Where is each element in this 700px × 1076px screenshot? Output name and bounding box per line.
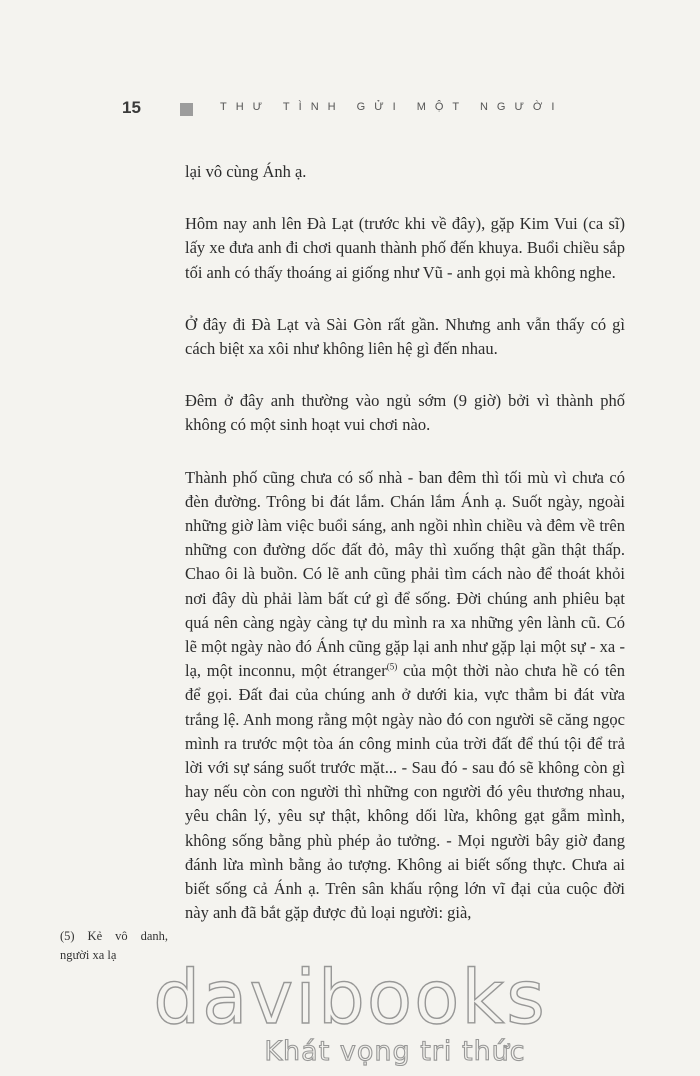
footnote-line-1: (5) Kẻ vô danh, [60, 929, 168, 943]
body-text [185, 160, 625, 925]
paragraph-4: Đêm ở đây anh thường vào ngủ sớm (9 giờ) bởi vì thành phố không có một sinh hoạt vui chơi nào. [185, 391, 625, 435]
page-number: 15 [122, 98, 141, 117]
footnote-line-2: người xa lạ [60, 948, 117, 962]
running-title: THƯ TÌNH GỬI MỘT NGƯỜI [220, 101, 564, 113]
watermark-tagline: Khát vọng tri thức [264, 1036, 526, 1067]
paragraph-5 [185, 466, 625, 926]
paragraph-2: Hôm nay anh lên Đà Lạt (trước khi về đây), gặp Kim Vui (ca sĩ) lấy xe đưa anh đi chơi quanh thành phố đến khuya. Buổi chiều sắp tối anh có thấy thoáng ai giống như Vũ - anh gọi mà không nghe. [185, 214, 625, 282]
paragraph-1: lại vô cùng Ánh ạ. [185, 162, 307, 181]
running-header [0, 96, 700, 126]
header-square-ornament [180, 103, 193, 116]
footnote-reference: (5) [386, 661, 398, 672]
paragraph-3: Ở đây đi Đà Lạt và Sài Gòn rất gần. Nhưng anh vẫn thấy có gì cách biệt xa xôi như không liên hệ gì đến nhau. [185, 314, 625, 359]
watermark-brand: davibooks [153, 955, 547, 1041]
paragraph-5-part-2: của một thời nào chưa hề có tên để gọi. Đất đai của chúng anh ở dưới kia, vực thẳm bi đát vừa trắng lệ. Anh mong rằng một ngày nào đó con người sẽ căng ngọc mình ra trước một tòa án công minh của trời đất để thú tội để trả lời với sự sáng suốt trước mặt... - Sau đó - sau đó sẽ không còn gì hay nếu còn con người thì những con người đó yêu thương nhau, yêu chân lý, yêu sự thật, không dối lừa, không gạt gẫm mình, không sống bằng phù phép ảo tưởng. - Mọi người bây giờ đang đánh lừa mình bằng ảo tượng. Không ai biết sống thực. Chưa ai biết sống cả Ánh ạ. Trên sân khấu rộng lớn vĩ đại của cuộc đời này anh đã bắt gặp được đủ loại người: già, [185, 661, 625, 923]
paragraph-5-part-1: Thành phố cũng chưa có số nhà - ban đêm thì tối mù vì chưa có đèn đường. Trông bi đát lắm. Chán lắm Ánh ạ. Suốt ngày, ngoài những giờ làm việc buổi sáng, anh ngồi nhìn chiều và đêm về trên những con đường dốc đất đỏ, mây thì xuống thật gần thật thấp. Chao ôi là buồn. Có lẽ anh cũng phải tìm cách nào để thoát khỏi nơi đây dù phải làm bất cứ gì để sống. Đời chúng anh phiêu bạt quá nên càng ngày càng tự du mình ra xa những yên lành cũ. Có lẽ một ngày nào đó Ánh cũng gặp lại anh như gặp lại một sự - xa - lạ, một inconnu, một étranger [185, 467, 625, 681]
